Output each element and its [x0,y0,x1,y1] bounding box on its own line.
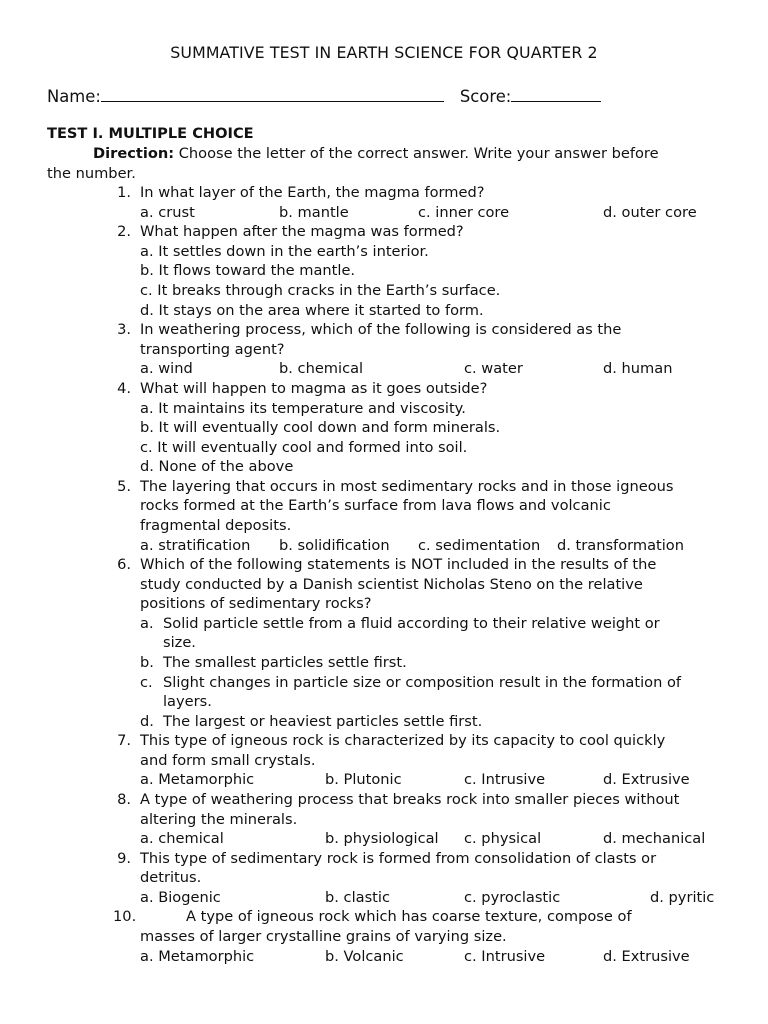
choice-d: d. outer core [603,204,697,221]
question-text: This type of igneous rock is characterized by its capacity to cool quickly [140,732,666,749]
question-text: In weathering process, which of the following is considered as the [140,321,622,338]
choice-c: c. physical [464,830,542,847]
choice-d: d. transformation [557,537,684,554]
question-text-cont: and form small crystals. [140,752,316,769]
question-text-cont: study conducted by a Danish scientist Nicholas Steno on the relative [140,576,643,593]
choice-c: c. It will eventually cool and formed into soil. [140,439,468,456]
choice-c: c. water [464,360,523,377]
name-score-row [47,87,601,106]
question-text-cont: altering the minerals. [140,811,298,828]
choice-a: a. It settles down in the earth’s interior. [140,243,429,260]
question-number: 4. [117,380,131,397]
question-text-cont: masses of larger crystalline grains of varying size. [140,928,507,945]
choice-c: Slight changes in particle size or composition result in the formation of [163,674,682,691]
question-text: This type of sedimentary rock is formed from consolidation of clasts or [140,850,657,867]
choice-b: b. mantle [279,204,349,221]
choice-b: b. It flows toward the mantle. [140,262,356,279]
question-number: 9. [117,850,131,867]
choice-d: The largest or heaviest particles settle first. [163,713,483,730]
choice-c-cont: layers. [163,693,212,710]
choice-a: a. Metamorphic [140,948,255,965]
question-text-cont: detritus. [140,869,202,886]
choice-b: b. physiological [325,830,439,847]
question-number: 2. [117,223,131,240]
choice-a: a. crust [140,204,195,221]
choice-d: d. pyritic [650,889,715,906]
choice-d: d. mechanical [603,830,706,847]
choice-c: c. It breaks through cracks in the Earth’s surface. [140,282,501,299]
choice-b: The smallest particles settle first. [163,654,407,671]
direction-label: Direction: [93,145,175,162]
choice-c: c. Intrusive [464,948,546,965]
question-text: In what layer of the Earth, the magma formed? [140,184,485,201]
choice-c: c. pyroclastic [464,889,561,906]
direction-line [93,145,659,163]
choice-a: a. It maintains its temperature and viscosity. [140,400,466,417]
choice-a: a. chemical [140,830,224,847]
choice-c: c. Intrusive [464,771,546,788]
choice-letter: b. [140,654,154,671]
choice-b: b. clastic [325,889,390,906]
score-label: Score: [459,87,512,106]
choice-a: a. wind [140,360,193,377]
name-field[interactable] [101,87,444,102]
direction-line-2: the number. [47,165,136,182]
question-number: 1. [117,184,131,201]
choice-a: Solid particle settle from a fluid according to their relative weight or [163,615,660,632]
question-text-cont: transporting agent? [140,341,285,358]
choice-b: b. Volcanic [325,948,404,965]
choice-b: b. chemical [279,360,364,377]
question-text-cont: rocks formed at the Earth’s surface from lava flows and volcanic [140,497,611,514]
choice-letter: c. [140,674,153,691]
choice-a: a. stratification [140,537,251,554]
question-number: 5. [117,478,131,495]
question-number: 7. [117,732,131,749]
choice-c: c. inner core [418,204,510,221]
section-heading: TEST I. MULTIPLE CHOICE [47,125,254,142]
name-label: Name: [47,87,101,106]
question-text: The layering that occurs in most sedimentary rocks and in those igneous [140,478,674,495]
question-text-cont: positions of sedimentary rocks? [140,595,372,612]
question-number: 10. [113,908,137,925]
choice-letter: d. [140,713,154,730]
choice-letter: a. [140,615,154,632]
question-text: Which of the following statements is NOT included in the results of the [140,556,657,573]
choice-a: a. Metamorphic [140,771,255,788]
question-text: A type of igneous rock which has coarse texture, compose of [186,908,632,925]
question-text-cont: fragmental deposits. [140,517,292,534]
score-field[interactable] [511,87,601,102]
choice-d: d. Extrusive [603,771,690,788]
question-text: A type of weathering process that breaks rock into smaller pieces without [140,791,680,808]
question-number: 6. [117,556,131,573]
question-text: What happen after the magma was formed? [140,223,464,240]
choice-d: d. None of the above [140,458,294,475]
choice-d: d. It stays on the area where it started to form. [140,302,484,319]
page-title: SUMMATIVE TEST IN EARTH SCIENCE FOR QUARTER 2 [170,43,598,62]
choice-b: b. It will eventually cool down and form minerals. [140,419,501,436]
question-text: What will happen to magma as it goes outside? [140,380,488,397]
choice-b: b. Plutonic [325,771,402,788]
choice-d: d. human [603,360,673,377]
question-number: 8. [117,791,131,808]
question-number: 3. [117,321,131,338]
choice-a-cont: size. [163,634,196,651]
choice-b: b. solidification [279,537,390,554]
direction-text: Choose the letter of the correct answer. Write your answer before [174,145,659,162]
choice-a: a. Biogenic [140,889,221,906]
choice-d: d. Extrusive [603,948,690,965]
choice-c: c. sedimentation [418,537,541,554]
